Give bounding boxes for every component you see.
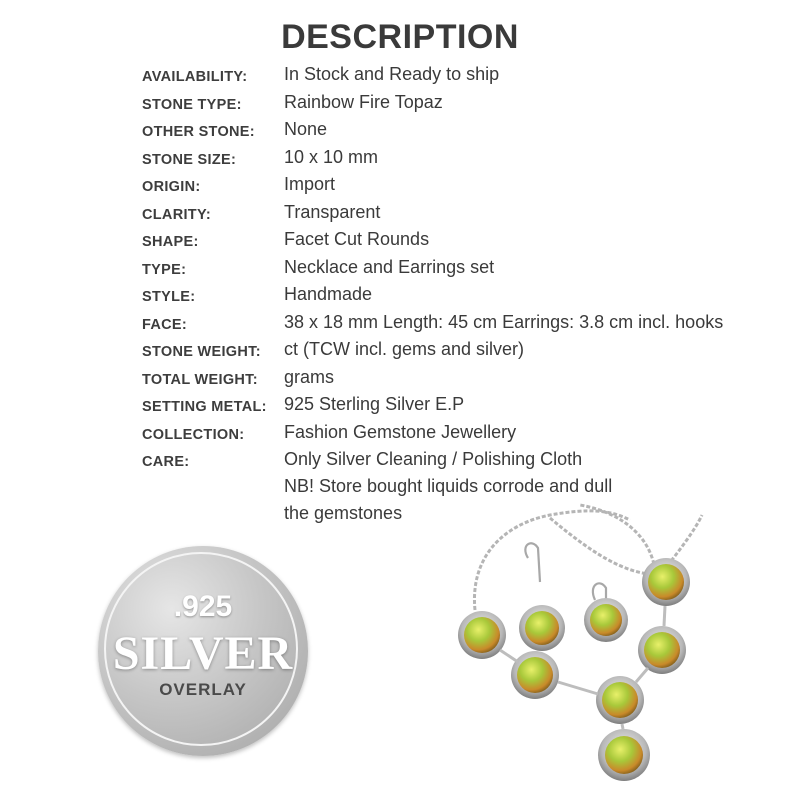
spec-label: STONE WEIGHT: [142,344,261,360]
spec-row-face [142,312,800,340]
badge-metal: SILVER [112,627,294,680]
spec-row-clarity [142,202,800,230]
spec-row-care [142,449,800,477]
spec-label: SHAPE: [142,234,199,250]
spec-row-shape [142,229,800,257]
spec-label: STONE TYPE: [142,96,242,113]
spec-value: Rainbow Fire Topaz [284,91,443,112]
spec-value: Only Silver Cleaning / Polishing Cloth [284,449,583,469]
spec-value: 38 x 18 mm Length: 45 cm Earrings: 3.8 cm incl. hooks [284,311,724,332]
earring-right [584,598,628,642]
spec-value: Necklace and Earrings set [284,256,495,277]
spec-value: Transparent [284,201,381,222]
necklace-gem-1 [458,611,506,659]
spec-label: COLLECTION: [142,426,245,443]
spec-value: None [284,119,328,139]
spec-label: TYPE: [142,261,187,278]
spec-row-type [142,257,800,285]
spec-row-total-weight [142,367,800,395]
necklace-gem-4 [638,626,686,674]
necklace-gem-3 [596,676,644,724]
spec-row-stone-type [142,92,800,120]
page-title: DESCRIPTION [281,18,519,56]
spec-row-availability [142,64,800,92]
necklace-gem-6 [598,729,650,781]
spec-value: In Stock and Ready to ship [284,64,500,84]
spec-row-other-stone [142,119,800,147]
spec-value: Handmade [284,284,373,304]
spec-label: FACE: [142,316,187,333]
spec-row-style [142,284,800,312]
spec-label: SETTING METAL: [142,399,267,415]
jewelry-product-image [440,500,800,800]
spec-label: AVAILABILITY: [142,69,248,85]
silver-overlay-badge [98,546,308,756]
spec-row-stone-weight [142,339,800,367]
spec-label: OTHER STONE: [142,124,255,140]
spec-row-stone-size [142,147,800,175]
care-note-line-2: the gemstones [284,503,403,523]
spec-row-setting-metal [142,394,800,422]
spec-label: STONE SIZE: [142,151,237,168]
necklace-gem-2 [511,651,559,699]
spec-label: TOTAL WEIGHT: [142,371,258,388]
spec-value: 925 Sterling Silver E.P [284,394,465,414]
spec-row-collection [142,422,800,450]
spec-row-origin [142,174,800,202]
spec-label: STYLE: [142,289,196,305]
spec-value: Facet Cut Rounds [284,229,430,249]
spec-label: CARE: [142,454,190,470]
spec-value: grams [284,366,335,387]
spec-label: CLARITY: [142,206,211,223]
spec-value: ct (TCW incl. gems and silver) [284,339,525,359]
badge-purity: .925 [173,590,233,623]
spec-value: 10 x 10 mm [284,146,379,167]
spec-value: Import [284,174,336,194]
spec-value: Fashion Gemstone Jewellery [284,421,517,442]
spec-label: ORIGIN: [142,179,201,195]
necklace-gem-5 [642,558,690,606]
earring-left [519,605,565,651]
care-note-line-1: NB! Store bought liquids corrode and dull [284,476,613,496]
badge-type: OVERLAY [159,680,247,699]
